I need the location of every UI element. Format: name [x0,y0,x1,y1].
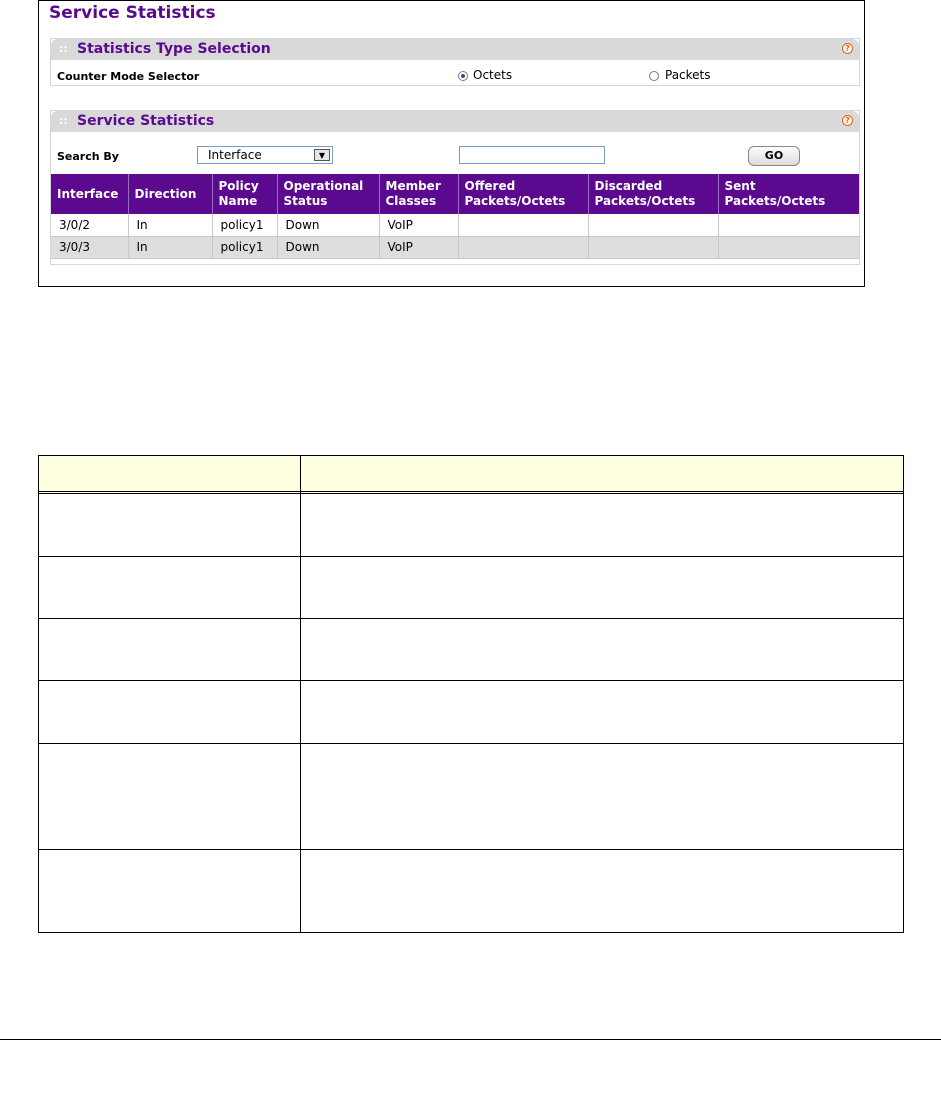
direction-cell: In [128,236,212,258]
column-header[interactable]: Offered Packets/Octets [458,174,588,214]
table-row[interactable] [51,236,859,258]
panel-header [51,39,859,60]
offered-cell [458,214,588,236]
column-header[interactable]: Interface [51,174,128,214]
search-by-label: Search By [57,150,119,163]
field-description-table [38,455,904,933]
footer-divider [0,1039,941,1040]
help-icon[interactable]: ? [842,115,853,126]
search-by-value: Interface [208,148,262,162]
column-header[interactable]: Discarded Packets/Octets [588,174,718,214]
sent-cell [718,214,859,236]
discarded-cell [588,236,718,258]
offered-cell [458,236,588,258]
octets-label: Octets [473,68,513,82]
column-divider [300,456,301,932]
help-icon[interactable]: ? [842,43,853,54]
go-button[interactable]: GO [748,146,800,166]
panel-title: Statistics Type Selection [77,41,271,57]
packets-radio[interactable] [649,71,659,81]
counter-mode-label: Counter Mode Selector [57,70,200,83]
column-header[interactable]: Member Classes [379,174,458,214]
policy-name-cell: policy1 [212,214,277,236]
row-divider [39,618,903,619]
service-statistics-panel [50,110,860,265]
operational-status-cell: Down [277,236,379,258]
column-header[interactable]: Operational Status [277,174,379,214]
search-input[interactable] [459,146,605,164]
octets-radio[interactable] [458,71,468,81]
statistics-table [51,174,859,259]
screenshot-frame [38,0,865,287]
packets-label: Packets [665,68,711,82]
grip-icon: :: [59,114,68,127]
row-divider [39,680,903,681]
policy-name-cell: policy1 [212,236,277,258]
table-header-row [51,174,859,214]
page-title: Service Statistics [49,3,216,23]
row-divider [39,743,903,744]
interface-cell: 3/0/3 [51,236,128,258]
table-header-row [39,456,903,494]
column-header[interactable]: Sent Packets/Octets [718,174,859,214]
interface-cell: 3/0/2 [51,214,128,236]
member-classes-cell: VoIP [379,214,458,236]
column-header[interactable]: Policy Name [212,174,277,214]
direction-cell: In [128,214,212,236]
sent-cell [718,236,859,258]
panel-title: Service Statistics [77,113,215,129]
table-row[interactable] [51,214,859,236]
search-by-select[interactable] [197,146,333,164]
chevron-down-icon[interactable]: ▼ [314,149,330,161]
statistics-type-panel [50,38,860,86]
column-header[interactable]: Direction [128,174,212,214]
operational-status-cell: Down [277,214,379,236]
row-divider [39,556,903,557]
discarded-cell [588,214,718,236]
grip-icon: :: [59,42,68,55]
row-divider [39,849,903,850]
member-classes-cell: VoIP [379,236,458,258]
panel-header [51,111,859,132]
